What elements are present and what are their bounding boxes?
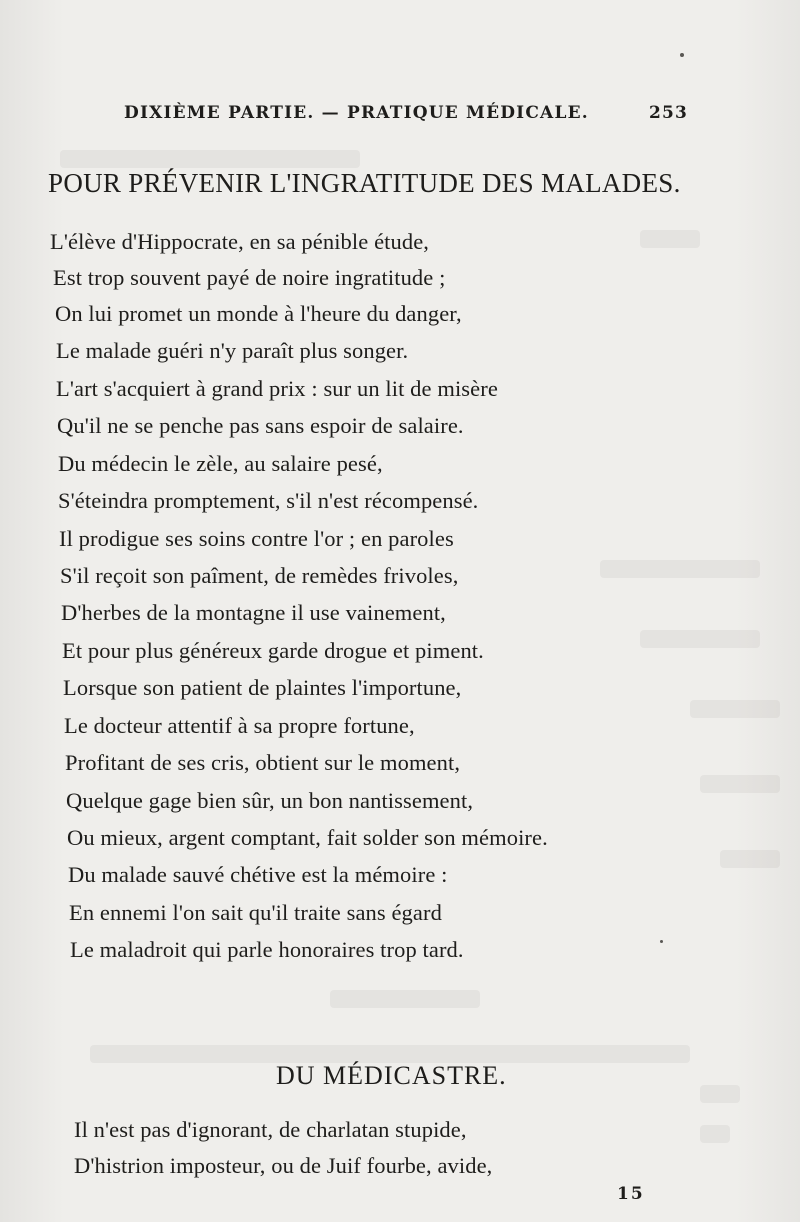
verse-line: D'histrion imposteur, ou de Juif fourbe, avide, bbox=[74, 1153, 493, 1178]
verse-line: Le maladroit qui parle honoraires trop tard. bbox=[70, 937, 464, 962]
verse-line: Il n'est pas d'ignorant, de charlatan stupide, bbox=[74, 1117, 467, 1142]
verse-line: Qu'il ne se penche pas sans espoir de salaire. bbox=[57, 413, 464, 438]
ink-speck bbox=[680, 53, 684, 57]
verse-line: Est trop souvent payé de noire ingratitude ; bbox=[53, 265, 446, 290]
verse-line: On lui promet un monde à l'heure du danger, bbox=[55, 301, 462, 326]
verse-line: Il prodigue ses soins contre l'or ; en paroles bbox=[59, 526, 454, 551]
verse-line: En ennemi l'on sait qu'il traite sans égard bbox=[69, 900, 442, 925]
verse-line: S'éteindra promptement, s'il n'est récompensé. bbox=[58, 488, 479, 513]
verse-line: Du malade sauvé chétive est la mémoire : bbox=[68, 862, 448, 887]
verse-line: Lorsque son patient de plaintes l'importune, bbox=[63, 675, 462, 700]
verse-line: Le docteur attentif à sa propre fortune, bbox=[64, 713, 415, 738]
verse-line: Et pour plus généreux garde drogue et piment. bbox=[62, 638, 484, 663]
poem-title-ingratitude: POUR PRÉVENIR L'INGRATITUDE DES MALADES. bbox=[48, 168, 681, 198]
ink-speck bbox=[660, 940, 663, 943]
signature-folio: 15 bbox=[617, 1184, 645, 1204]
verse-line: Du médecin le zèle, au salaire pesé, bbox=[58, 451, 383, 476]
verse-line: Profitant de ses cris, obtient sur le moment, bbox=[65, 750, 461, 775]
poem-title-medicastre: DU MÉDICASTRE. bbox=[276, 1061, 507, 1090]
verse-line: S'il reçoit son paîment, de remèdes frivoles, bbox=[60, 563, 459, 588]
verse-line: L'élève d'Hippocrate, en sa pénible étude, bbox=[50, 229, 430, 254]
verse-line: L'art s'acquiert à grand prix : sur un lit de misère bbox=[56, 376, 498, 401]
page-number: 253 bbox=[649, 103, 689, 123]
verse-line: D'herbes de la montagne il use vainement, bbox=[61, 600, 446, 625]
verse-line: Quelque gage bien sûr, un bon nantissement, bbox=[66, 788, 474, 813]
verse-line: Ou mieux, argent comptant, fait solder son mémoire. bbox=[67, 825, 548, 850]
running-head-title: DIXIÈME PARTIE. — PRATIQUE MÉDICALE. bbox=[124, 103, 589, 123]
verse-line: Le malade guéri n'y paraît plus songer. bbox=[56, 338, 409, 363]
